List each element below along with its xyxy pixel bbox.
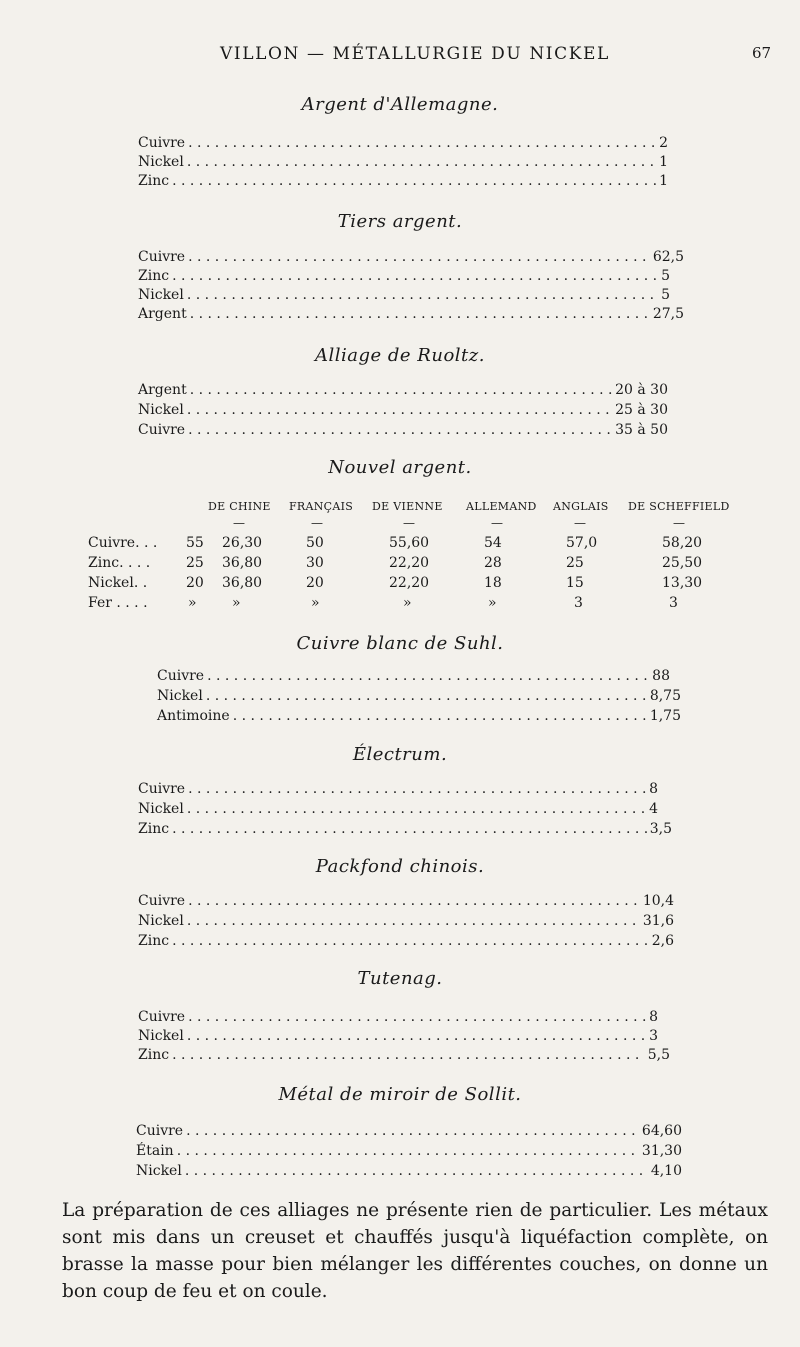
table-cell: » (188, 595, 197, 611)
column-rule: — (491, 516, 503, 530)
running-title: VILLON — MÉTALLURGIE DU NICKEL (220, 44, 610, 64)
table-cell: 25,50 (662, 555, 703, 571)
section-title-electrum: Électrum. (352, 744, 448, 765)
section-title-nouvel-argent: Nouvel argent. (328, 457, 472, 478)
table-cell: 25 (566, 555, 584, 571)
table-cell: 18 (484, 575, 502, 591)
alloy-row: Cuivre . . . 64,60 (136, 1122, 682, 1140)
table-cell: 22,20 (389, 555, 430, 571)
row-label: Fer . . . . (88, 595, 148, 611)
section-title-argent-allemagne: Argent d'Allemagne. (301, 94, 499, 115)
table-cell: 58,20 (662, 535, 703, 551)
table-cell: 36,80 (222, 555, 263, 571)
table-cell: » (232, 595, 241, 611)
row-label: Cuivre. . . (88, 535, 158, 551)
column-header: DE CHINE (208, 500, 271, 513)
column-rule: — (673, 516, 685, 530)
table-cell: 15 (566, 575, 584, 591)
column-header: FRANÇAIS (289, 500, 354, 513)
alloy-row: Cuivre . . . 8 (138, 1008, 658, 1026)
table-cell: 55 (186, 535, 204, 551)
alloy-row: Cuivre . . . 88 (157, 667, 670, 685)
section-title-miroir: Métal de miroir de Sollit. (278, 1084, 522, 1105)
alloy-row: Nickel . . . 5 (138, 286, 670, 304)
alloy-row: Nickel . . . 3 (138, 1027, 658, 1045)
table-cell: 28 (484, 555, 502, 571)
alloy-row: Cuivre . . . 62,5 (138, 248, 684, 266)
alloy-row: Nickel . . . 1 (138, 153, 668, 171)
page-number: 67 (752, 44, 772, 62)
column-rule: — (233, 516, 245, 530)
table-cell: 20 (186, 575, 204, 591)
alloy-row: Nickel . . . 31,6 (138, 912, 674, 930)
section-title-tiers-argent: Tiers argent. (337, 211, 463, 232)
table-cell: 3 (574, 595, 583, 611)
alloy-row: Nickel . . . 8,75 (157, 687, 681, 705)
alloy-row: Cuivre . . . 8 (138, 780, 658, 798)
table-cell: 30 (306, 555, 324, 571)
alloy-row: Étain . . . 31,30 (136, 1142, 682, 1160)
column-rule: — (403, 516, 415, 530)
table-cell: 55,60 (389, 535, 430, 551)
column-header: ANGLAIS (553, 500, 609, 513)
table-cell: 57,0 (566, 535, 598, 551)
alloy-row: Antimoine . . . 1,75 (157, 707, 681, 725)
alloy-row: Cuivre . . . 35 à 50 (138, 421, 668, 439)
alloy-row: Zinc . . . 3,5 (138, 820, 672, 838)
alloy-row: Zinc . . . 1 (138, 172, 668, 190)
alloy-row: Zinc . . . 2,6 (138, 932, 674, 950)
alloy-row: Zinc . . . 5,5 (138, 1046, 670, 1064)
table-cell: » (403, 595, 412, 611)
alloy-row: Nickel . . . 4,10 (136, 1162, 682, 1180)
table-cell: 22,20 (389, 575, 430, 591)
column-rule: — (311, 516, 323, 530)
column-header: DE VIENNE (372, 500, 443, 513)
alloy-row: Argent . . . 20 à 30 (138, 381, 668, 399)
alloy-row: Nickel . . . 25 à 30 (138, 401, 668, 419)
row-label: Nickel. . (88, 575, 148, 591)
alloy-row: Cuivre . . . 10,4 (138, 892, 674, 910)
section-title-packfond: Packfond chinois. (315, 856, 485, 877)
table-cell: 3 (669, 595, 678, 611)
table-cell: » (488, 595, 497, 611)
alloy-row: Zinc . . . 5 (138, 267, 670, 285)
table-cell: 36,80 (222, 575, 263, 591)
column-rule: — (574, 516, 586, 530)
section-title-ruoltz: Alliage de Ruoltz. (315, 345, 485, 366)
table-cell: 25 (186, 555, 204, 571)
section-title-suhl: Cuivre blanc de Suhl. (296, 633, 504, 654)
table-cell: 50 (306, 535, 324, 551)
column-header: ALLEMAND (466, 500, 537, 513)
closing-paragraph: La préparation de ces alliages ne présente rien de particulier. Les métaux sont mis dans un creuset et chauffés jusqu'à liquéfaction complète, on brasse la masse pour bien mélanger les différentes couches, on donne un bon coup de feu et on coule. (62, 1200, 768, 1302)
table-cell: 20 (306, 575, 324, 591)
table-cell: 26,30 (222, 535, 263, 551)
alloy-row: Cuivre . . . 2 (138, 134, 668, 152)
table-cell: » (311, 595, 320, 611)
column-header: DE SCHEFFIELD (628, 500, 730, 513)
section-title-tutenag: Tutenag. (357, 968, 443, 989)
alloy-row: Nickel . . . 4 (138, 800, 658, 818)
row-label: Zinc. . . . (88, 555, 151, 571)
alloy-row: Argent . . . 27,5 (138, 305, 684, 323)
table-cell: 54 (484, 535, 502, 551)
table-cell: 13,30 (662, 575, 703, 591)
